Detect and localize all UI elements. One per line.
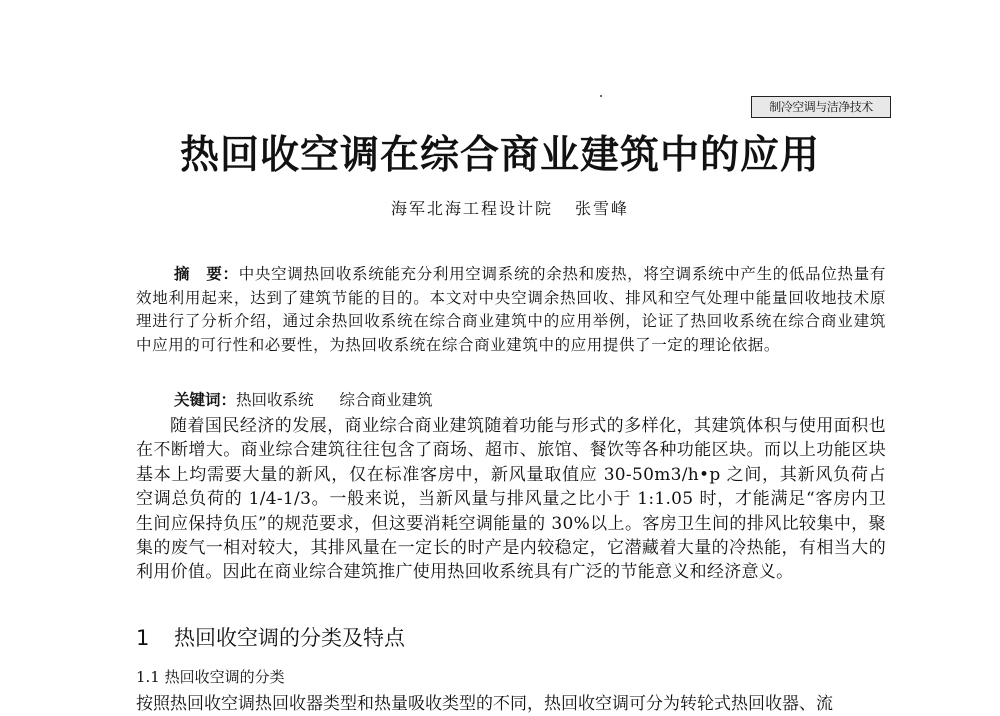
section-heading: [136, 622, 405, 652]
abstract-label: 摘 要：: [174, 264, 239, 283]
section-title: 热回收空调的分类及特点: [174, 626, 405, 650]
intro-paragraph: 随着国民经济的发展，商业综合商业建筑随着功能与形式的多样化，其建筑体积与使用面积也在不断增大。商业综合建筑往往包含了商场、超市、旅馆、餐饮等各种功能区块。而以上功能区块基本上均需要大量的新风，仅在标准客房中，新风量取值应 30-50m3/h•p 之间，其新风负荷占空调总负荷的 1/4-1/3。一般来说，当新风量与排风量之比小于 1:1.05 时，才能满足“客房内卫生间应保持负压”的规范要求，但这要消耗空调能量的 30%以上。客房卫生间的排风比较集中，聚集的废气一相对较大，其排风量在一定长的时产是内较稳定，它潜藏着大量的冷热能，有相当大的利用价值。因此在商业综合建筑推广使用热回收系统具有广泛的节能意义和经济意义。: [136, 416, 886, 583]
keywords: [174, 388, 874, 412]
keywords-label: 关键词：: [174, 390, 237, 409]
keyword-item: 综合商业建筑: [339, 391, 433, 409]
subsection-heading: 1.1 热回收空调的分类: [136, 668, 285, 686]
author-name: 张雪峰: [575, 199, 630, 218]
cut-off-body-line: 按照热回收空调热回收器类型和热量吸收类型的不同，热回收空调可分为转轮式热回收器、流: [136, 694, 833, 714]
abstract: [136, 262, 886, 357]
scan-speck: [600, 95, 602, 97]
byline: [300, 196, 720, 219]
section-number: 1: [136, 626, 150, 650]
author-affiliation: 海军北海工程设计院: [390, 199, 553, 218]
abstract-text: 中央空调热回收系统能充分利用空调系统的余热和废热，将空调系统中产生的低品位热量有效地利用起来，达到了建筑节能的目的。本文对中央空调余热回收、排风和空气处理中能量回收地技术原理进行了分析介绍，通过余热回收系统在综合商业建筑中的应用举例，论证了热回收系统在综合商业建筑中应用的可行性和必要性，为热回收系统在综合商业建筑中的应用提供了一定的理论依据。: [136, 265, 886, 354]
paper-title: 热回收空调在综合商业建筑中的应用: [179, 133, 820, 178]
keyword-item: 热回收系统: [236, 391, 314, 409]
column-tag: 制冷空调与洁净技术: [751, 96, 891, 118]
